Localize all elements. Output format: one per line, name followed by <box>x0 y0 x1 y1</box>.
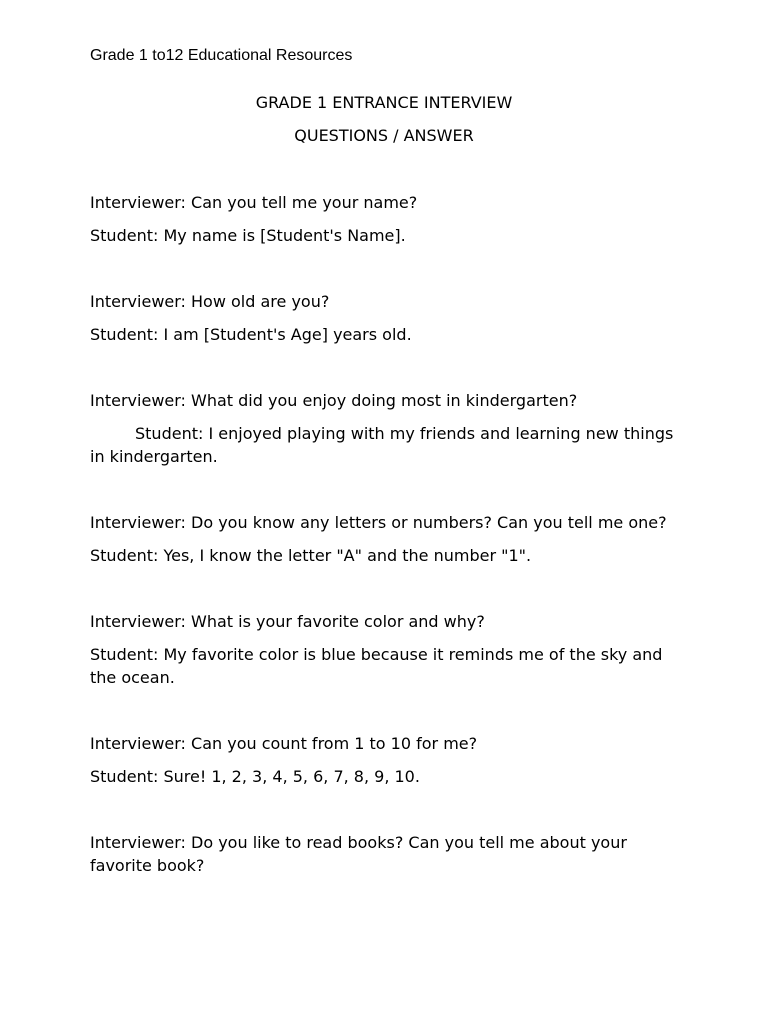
document-subtitle: QUESTIONS / ANSWER <box>294 126 474 145</box>
document-header: Grade 1 to12 Educational Resources <box>90 47 353 64</box>
student-answer: Student: My name is [Student's Name]. <box>90 226 406 245</box>
interview-question: Interviewer: How old are you? <box>90 292 330 311</box>
interview-question: Interviewer: Do you like to read books? Can you tell me about your favorite book? <box>90 833 627 875</box>
document-title: GRADE 1 ENTRANCE INTERVIEW <box>255 93 513 112</box>
student-answer: Student: My favorite color is blue because it reminds me of the sky and the ocean. <box>90 645 663 687</box>
student-answer: Student: I am [Student's Age] years old. <box>90 325 412 344</box>
interview-question: Interviewer: Can you tell me your name? <box>90 193 418 212</box>
interview-content <box>90 191 690 887</box>
interview-question: Interviewer: What is your favorite color and why? <box>90 612 485 631</box>
interview-question: Interviewer: What did you enjoy doing most in kindergarten? <box>90 391 578 410</box>
interview-question: Interviewer: Do you know any letters or numbers? Can you tell me one? <box>90 513 667 532</box>
student-answer: Student: I enjoyed playing with my friends and learning new things in kindergarten. <box>90 424 674 466</box>
student-answer: Student: Yes, I know the letter "A" and the number "1". <box>90 546 532 565</box>
student-answer: Student: Sure! 1, 2, 3, 4, 5, 6, 7, 8, 9, 10. <box>90 767 420 786</box>
interview-question: Interviewer: Can you count from 1 to 10 for me? <box>90 734 478 753</box>
